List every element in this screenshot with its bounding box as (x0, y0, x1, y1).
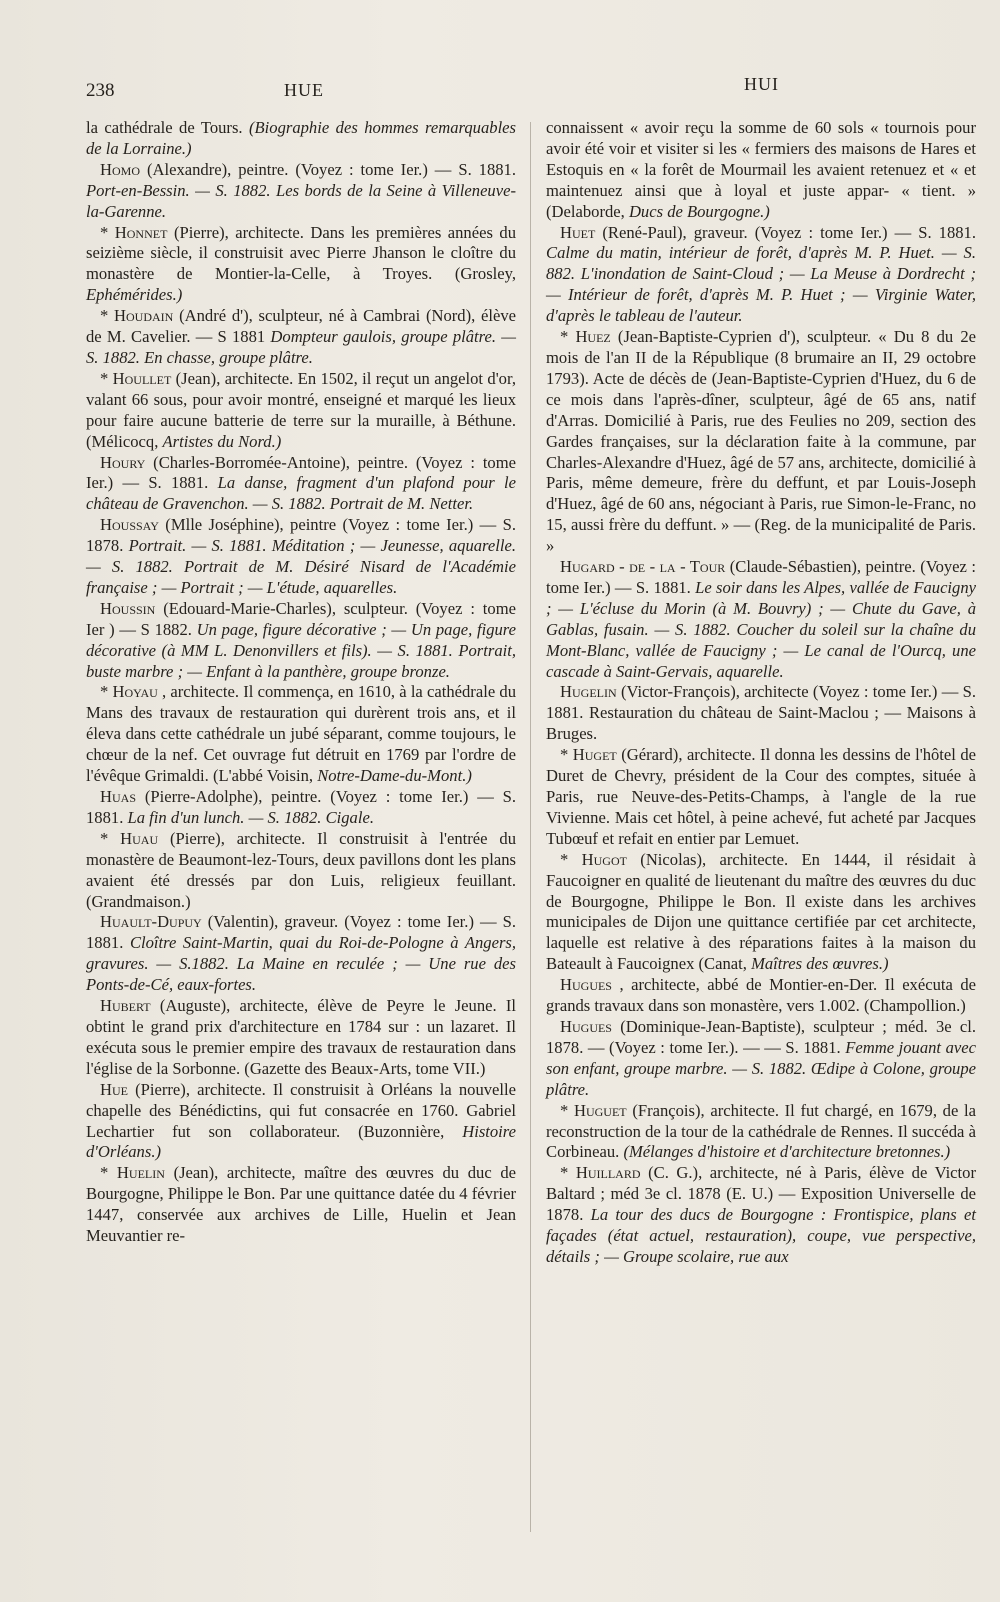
entry-name: * Houllet (100, 368, 172, 388)
entry-works: (Mélanges d'histoire et d'architecture bretonnes.) (623, 1142, 951, 1162)
entry-name: Hugues (560, 975, 612, 995)
dictionary-entry (546, 745, 976, 850)
entry-name: Houssin (100, 598, 156, 618)
dictionary-entry (546, 557, 976, 682)
dictionary-entry (86, 996, 516, 1080)
entry-text: (Alexandre), peintre. (Voyez : tome Ier.) — S. 1881. (146, 159, 516, 179)
page-number: 238 (86, 80, 115, 101)
dictionary-entry (86, 787, 516, 829)
entry-name: Homo (100, 159, 140, 179)
entry-works: Le soir dans les Alpes, vallée de Faucigny ; — L'écluse du Morin (à M. Bouvry) ; — Chute du Gave, à Gablas, fusain. — S. 1882. Coucher du soleil sur la chaîne du Mont-Blanc, vallée de Faucigny ; — Le canal de l'Ourcq, une cascade à Saint-Gervais, aquarelle. (546, 577, 976, 681)
running-head-right: HUI (744, 74, 779, 94)
entry-works: Port-en-Bessin. — S. 1882. Les bords de la Seine à Villeneuve-la-Garenne. (86, 180, 516, 221)
entry-works: Artistes du Nord.) (162, 431, 282, 451)
entry-works: (Biographie des hommes remarquables de la Lorraine.) (86, 118, 517, 158)
entry-works: Maîtres des œuvres.) (751, 954, 889, 974)
entry-works: Dompteur gaulois, groupe plâtre. — S. 1882. En chasse, groupe plâtre. (86, 327, 516, 367)
entry-text: , architecte. Il commença, en 1610, à la cathédrale du Mans des travaux de restauration qui durèrent trois ans, et il éleva dans cette cathédrale un jubé séparant, comme toujours, le chœur de la nef. Cet ouvrage fut détruit en 1769 par l'ordre de l'évêque Grimaldi. (L'abbé Voisin, (86, 682, 516, 786)
entry-text: (René-Paul), graveur. (Voyez : tome Ier.) — S. 1881. (602, 222, 976, 242)
dictionary-entry (86, 223, 516, 307)
entry-works: La danse, fragment d'un plafond pour le château de Gravenchon. — S. 1882. Portrait de M. Netter. (86, 473, 516, 514)
dictionary-entry (546, 223, 976, 328)
dictionary-entry (86, 912, 516, 996)
column-divider (530, 122, 531, 1532)
entry-name: * Huget (560, 745, 617, 765)
dictionary-entry (86, 599, 516, 683)
left-column (86, 118, 516, 1247)
entry-works: La tour des ducs de Bourgogne : Frontispice, plans et façades (état actuel, restauration), coupe, vue perspective, détails ; — Groupe scolaire, rue aux (546, 1205, 976, 1266)
entry-name: Houry (100, 452, 146, 472)
right-column (546, 118, 976, 1268)
entry-text: (Dominique-Jean-Baptiste), sculpteur ; méd. 3e cl. 1878. — (Voyez : tome Ier.). — — S. 1881. (546, 1016, 976, 1057)
dictionary-entry (546, 1163, 976, 1268)
entry-text: (Nicolas), architecte. En 1444, il résidait à Faucoigner en qualité de lieutenant du maître des œuvres du duc de Bourgogne, Philippe le Bon. Il existe dans les archives municipales de Dijon une quittance certifiée par cet architecte, laquelle est relative à des réparations faites à la maison du Bateault à Faucoignex (Canat, (546, 849, 977, 974)
page-header (0, 74, 1000, 110)
entry-name: Hue (100, 1079, 128, 1099)
entry-text: (Pierre), architecte. Il construisit à l'entrée du monastère de Beaumont-lez-Tours, deux pavillons dont les plans avaient été dressés par don Luis, religieux feuillant. (Grandmaison.) (86, 828, 516, 911)
entry-works: Notre-Dame-du-Mont.) (317, 766, 472, 786)
entry-name: Hugelin (560, 682, 617, 702)
entry-name: * Houdain (100, 306, 174, 326)
entry-text: (Gérard), architecte. Il donna les dessins de l'hôtel de Duret de Chevry, président de la Cour des comptes, située à Paris, rue Neuve-des-Petits-Champs, à l'angle de la rue Vivienne. Mais cet hôtel, à peine achevé, fut acheté par Jacques Tubœuf et refait en entier par Lemuet. (546, 745, 977, 848)
dictionary-entry (86, 1163, 516, 1247)
dictionary-entry (86, 369, 516, 453)
entry-works: Cloître Saint-Martin, quai du Roi-de-Pologne à Angers, gravures. — S.1882. La Maine en reculée ; — Une rue des Ponts-de-Cé, eaux-fortes. (86, 933, 517, 995)
dictionary-entry (86, 1080, 516, 1164)
entry-name: Houssay (100, 515, 159, 535)
dictionary-entry (86, 515, 516, 599)
entry-name: * Huez (560, 327, 611, 347)
dictionary-entry (546, 1017, 976, 1101)
dictionary-entry (546, 1101, 976, 1164)
entry-name: Huas (100, 787, 136, 806)
running-head-left: HUE (284, 80, 324, 100)
entry-name: Huault-Dupuy (100, 912, 202, 932)
dictionary-entry (86, 682, 516, 787)
entry-text: (Pierre), architecte. Il construisit à Orléans la nouvelle chapelle des Bénédictins, qui fut consacrée en 1760. Gabriel Lechartier fut son collaborateur. (Buzonnière, (86, 1079, 516, 1141)
entry-name: * Hugot (560, 849, 627, 869)
dictionary-entry (546, 682, 976, 745)
entry-works: Portrait. — S. 1881. Méditation ; — Jeunesse, aquarelle. — S. 1882. Portrait de M. Désiré Nisard de l'Académie française ; — Portrait ; — L'étude, aquarelles. (86, 536, 516, 597)
entry-name: Hugard - de - la - Tour (560, 557, 726, 577)
dictionary-entry (86, 829, 516, 913)
entry-works: La fin d'un lunch. — S. 1882. Cigale. (127, 807, 374, 827)
entry-text: (Auguste), architecte, élève de Peyre le Jeune. Il obtint le grand prix d'architecture en 1784 sur : un lazaret. Il exécuta sous le premier empire des travaux de restauration dans l'église de la Sorbonne. (Gazette des Beaux-Arts, tome VII.) (86, 996, 516, 1078)
dictionary-entry (86, 453, 516, 516)
entry-works: Un page, figure décorative ; — Un page, figure décorative (à MM L. Denonvillers et fils). — S. 1881. Portrait, buste marbre ; — Enfant à la panthère, groupe bronze. (86, 619, 516, 681)
entry-name: Hubert (100, 996, 151, 1016)
entry-name: * Honnet (100, 222, 168, 242)
entry-text: (C. G.), architecte, né à Paris, élève de Victor Baltard ; méd 3e cl. 1878 (E. U.) — Exposition Universelle de 1878. (546, 1163, 976, 1225)
entry-name: * Huguet (560, 1100, 627, 1120)
dictionary-entry (546, 850, 976, 975)
entry-works: Ducs de Bourgogne.) (628, 201, 770, 221)
entry-name: * Huillard (560, 1163, 641, 1183)
dictionary-entry (546, 118, 976, 223)
entry-text: connaissent « avoir reçu la somme de 60 sols « tournois pour avoir été voir et visiter si les « fermiers des maisons de Hares et Estoquis en « la forêt de Mourmail les avaient retenuez et « et maintenuez ainsi que à loyal et juste appar- « tient. » (Delaborde, (546, 118, 976, 221)
entry-name: * Hoyau (100, 682, 158, 702)
dictionary-entry (86, 160, 516, 223)
entry-text: (Claude-Sébastien), peintre. (Voyez : tome Ier.) — S. 1881. (546, 557, 976, 597)
entry-text: (Victor-François), architecte (Voyez : tome Ier.) — S. 1881. Restauration du château de Saint-Maclou ; — Maisons à Bruges. (546, 682, 976, 744)
entry-works: Femme jouant avec son enfant, groupe marbre. — S. 1882. Œdipe à Colone, groupe plâtre. (546, 1037, 976, 1099)
dictionary-entry (546, 327, 976, 557)
entry-works: Histoire d'Orléans.) (86, 1121, 516, 1162)
dictionary-entry (86, 306, 516, 369)
entry-text: (Pierre), architecte. Dans les premières années du seizième siècle, il construisit avec Pierre Jhanson le cloître du monastère de Montier-la-Celle, à Troyes. (Grosley, (86, 222, 516, 284)
entry-name: Huet (560, 222, 596, 242)
entry-works: Calme du matin, intérieur de forêt, d'après M. P. Huet. — S. 882. L'inondation de Saint-Cloud ; — La Meuse à Dordrecht ; — Intérieur de forêt, d'après M. P. Huet ; — Virginie Water, d'après le tableau de l'auteur. (546, 243, 976, 326)
entry-text: (André d'), sculpteur, né à Cambrai (Nord), élève de M. Cavelier. — S 1881 (86, 306, 516, 347)
entry-text: , architecte, abbé de Montier-en-Der. Il exécuta de grands travaux dans son monastère, vers 1.002. (Champollion.) (546, 975, 976, 1016)
entry-name: * Huelin (100, 1163, 165, 1183)
entry-text: la cathédrale de Tours. (86, 118, 243, 137)
entry-text: (Jean), architecte. En 1502, il reçut un angelot d'or, valant 66 sous, pour avoir montré, enseigné et marqué les lieux pour faire aucune batterie de terre sur la muraille, à Béthune. (Mélicocq, (86, 368, 516, 451)
dictionary-entry (86, 118, 516, 160)
entry-text: (Pierre-Adolphe), peintre. (Voyez : tome Ier.) — S. 1881. (86, 787, 516, 827)
entry-text: (Valentin), graveur. (Voyez : tome Ier.) — S. 1881. (86, 912, 516, 953)
entry-text: (Mlle Joséphine), peintre (Voyez : tome Ier.) — S. 1878. (86, 515, 517, 556)
entry-text: (François), architecte. Il fut chargé, en 1679, de la reconstruction de la tour de la cathédrale de Rennes. Il succéda à Corbineau. (546, 1100, 976, 1162)
entry-name: * Huau (100, 828, 159, 848)
entry-text: (Charles-Borromée-Antoine), peintre. (Voyez : tome Ier.) — S. 1881. (86, 452, 516, 493)
entry-works: Ephémérides.) (86, 285, 183, 305)
entry-text: (Edouard-Marie-Charles), sculpteur. (Voyez : tome Ier ) — S 1882. (86, 598, 516, 639)
entry-text: (Jean-Baptiste-Cyprien d'), sculpteur. « Du 8 du 2e mois de l'an II de la République (8 brumaire an II, 29 octobre 1793). Acte de décès de (Jean-Baptiste-Cyprien d'Huez, du 6 de ce mois dans l'après-dîner, sculpteur, âgé de 65 ans, natif d'Arras. Domicilié à Paris, rue des Feulies no 209, section des Gardes françaises, sur la déclaration faite à la commune, par Charles-Alexandre d'Huez, âgé de 57 ans, architecte, domicilié à Paris, même demeure, frère du deffunt, et par Louis-Joseph d'Huez, âgé de 60 ans, négociant à Paris, rue Simon-le-Franc, no 15, aussi frère du deffunt. » — (Reg. de la municipalité de Paris. » (546, 327, 977, 556)
entry-text: (Jean), architecte, maître des œuvres du duc de Bourgogne, Philippe le Bon. Par une quittance datée du 4 février 1447, conservée aux archives de Lille, Huelin et Jean Meuvantier re- (86, 1163, 516, 1246)
dictionary-entry (546, 975, 976, 1017)
entry-name: Hugues (560, 1016, 612, 1036)
